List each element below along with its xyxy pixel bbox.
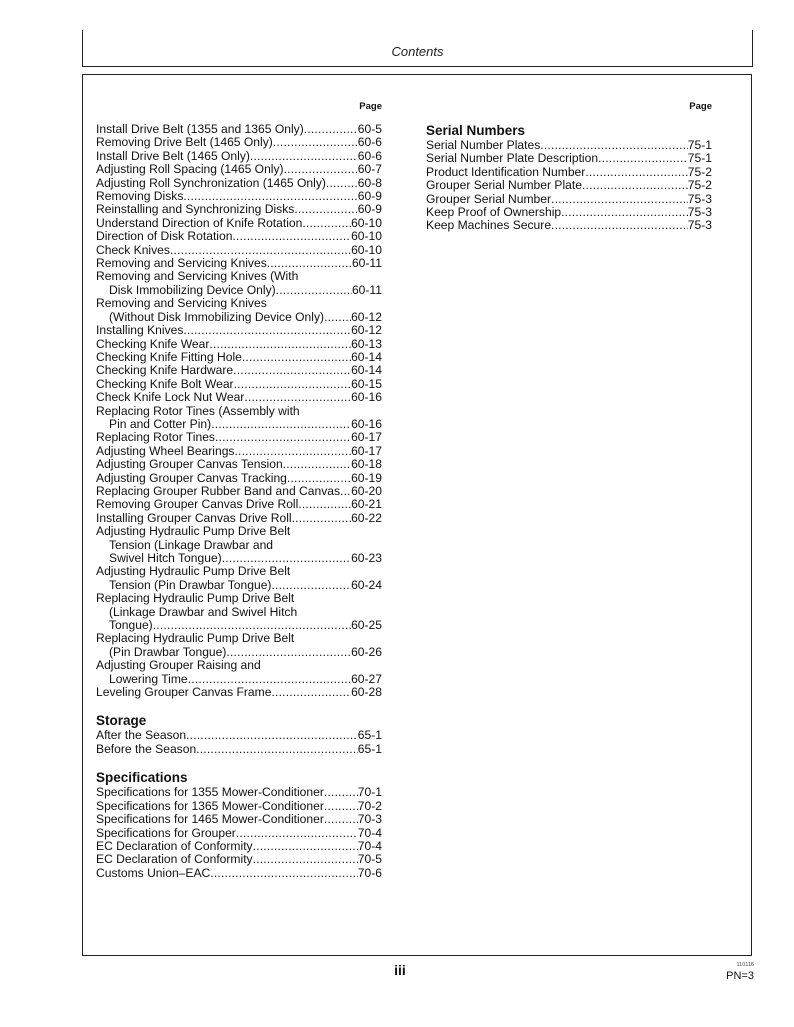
- toc-entry-page: 60-18: [351, 457, 382, 472]
- toc-entry-page: 70-6: [357, 865, 382, 880]
- toc-left-column: [96, 100, 382, 880]
- toc-entry-line: Adjusting Hydraulic Pump Drive Belt: [96, 524, 291, 539]
- toc-entry-label: Installing Grouper Canvas Drive Roll: [96, 510, 292, 525]
- dot-leader: [209, 338, 351, 351]
- toc-entry-label: Adjusting Grouper Canvas Tension: [96, 457, 283, 472]
- toc-entry-page: 60-6: [357, 148, 382, 163]
- toc-entry[interactable]: [96, 405, 382, 432]
- toc-entry-label: Serial Number Plate Description: [426, 151, 599, 166]
- toc-entry-label: Removing Disks: [96, 189, 184, 204]
- toc-entry-label: Leveling Grouper Canvas Frame: [96, 685, 272, 700]
- toc-entry[interactable]: [96, 378, 382, 391]
- toc-entry-page: 60-16: [351, 416, 382, 431]
- dot-leader: [222, 552, 351, 565]
- toc-entry[interactable]: [96, 270, 382, 297]
- toc-entry[interactable]: [426, 152, 712, 165]
- dot-leader: [302, 217, 351, 230]
- dot-leader: [276, 284, 352, 297]
- toc-entry-row: [96, 686, 382, 699]
- dot-leader: [294, 203, 357, 216]
- section-gap: [96, 699, 382, 713]
- dot-leader: [551, 219, 688, 232]
- toc-entry-row: [96, 431, 382, 444]
- toc-entry-label: Tongue): [109, 618, 153, 633]
- toc-entry-line: Replacing Hydraulic Pump Drive Belt: [96, 631, 295, 646]
- pn-number: PN=3: [726, 970, 754, 982]
- toc-entry[interactable]: [96, 827, 382, 840]
- toc-entry-label: Direction of Disk Rotation: [96, 229, 233, 244]
- toc-entry-row: [426, 219, 712, 232]
- toc-entry-page: 60-17: [351, 430, 382, 445]
- toc-entry[interactable]: [96, 840, 382, 853]
- toc-entry-page: 75-3: [687, 191, 712, 206]
- dot-leader: [186, 729, 358, 742]
- toc-entry-page: 70-2: [357, 798, 382, 813]
- toc-entry-page: 60-10: [351, 242, 382, 257]
- toc-entry-page: 70-4: [357, 838, 382, 853]
- toc-entry[interactable]: [96, 163, 382, 176]
- toc-entry-page: 60-5: [357, 122, 382, 136]
- dot-leader: [211, 418, 351, 431]
- dot-leader: [170, 244, 351, 257]
- toc-entry-row: [426, 206, 712, 219]
- toc-entry-label: Replacing Grouper Rubber Band and Canvas: [96, 483, 341, 498]
- section-gap: [96, 756, 382, 770]
- page-number: iii: [394, 962, 406, 978]
- dot-leader: [540, 139, 688, 152]
- toc-entry-row: [426, 193, 712, 206]
- dot-leader: [183, 324, 351, 337]
- toc-entry-label: Installing Knives: [96, 323, 184, 338]
- toc-entry[interactable]: [96, 391, 382, 404]
- toc-entry-row: [96, 418, 382, 431]
- toc-entry-line: Adjusting Grouper Raising and: [96, 658, 261, 673]
- toc-entry[interactable]: [96, 257, 382, 270]
- toc-entry-label: Install Drive Belt (1355 and 1365 Only): [96, 122, 304, 136]
- dot-leader: [234, 445, 351, 458]
- toc-entry-label: (Without Disk Immobilizing Device Only): [109, 309, 325, 324]
- toc-entry-row: [96, 244, 382, 257]
- header-rule: [82, 66, 753, 67]
- dot-leader: [250, 150, 358, 163]
- toc-entry-page: 75-2: [687, 164, 712, 179]
- toc-entry[interactable]: [426, 206, 712, 219]
- page-column-heading: Page: [359, 101, 382, 112]
- toc-entry[interactable]: [96, 324, 382, 337]
- toc-entry-label: EC Declaration of Conformity: [96, 838, 253, 853]
- toc-entry[interactable]: [96, 136, 382, 149]
- dot-leader: [210, 867, 358, 880]
- toc-entry-row: [96, 177, 382, 190]
- toc-entry-page: 60-8: [357, 175, 382, 190]
- dot-leader: [292, 512, 351, 525]
- toc-entry-page: 60-22: [351, 510, 382, 525]
- toc-entry-row: [96, 743, 382, 756]
- toc-entry-row: [96, 867, 382, 880]
- toc-entry[interactable]: [96, 632, 382, 659]
- toc-entry-page: 60-9: [357, 189, 382, 204]
- toc-entry[interactable]: [96, 813, 382, 826]
- toc-entry-label: Adjusting Grouper Canvas Tracking: [96, 470, 287, 485]
- toc-entry-page: 60-19: [351, 470, 382, 485]
- toc-entry-label: Removing Drive Belt (1465 Only): [96, 135, 273, 150]
- toc-entry-page: 65-1: [357, 741, 382, 756]
- toc-entry-row: [96, 391, 382, 404]
- toc-entry-label: Tension (Pin Drawbar Tongue): [109, 577, 272, 592]
- dot-leader: [226, 646, 351, 659]
- toc-entry-row: [96, 619, 382, 632]
- toc-entry[interactable]: [96, 190, 382, 203]
- toc-entry-row: [96, 324, 382, 337]
- toc-entry-label: Removing and Servicing Knives: [96, 256, 267, 271]
- toc-entry-label: Swivel Hitch Tongue): [109, 551, 222, 565]
- toc-entry[interactable]: [96, 800, 382, 813]
- toc-entry-page: 75-1: [687, 151, 712, 166]
- toc-entry-row: [426, 166, 712, 179]
- section-title: Serial Numbers: [426, 123, 526, 138]
- toc-entry-label: Checking Knife Bolt Wear: [96, 376, 234, 391]
- toc-entry-row: [96, 853, 382, 866]
- toc-entry-row: [96, 729, 382, 742]
- dot-leader: [284, 163, 358, 176]
- toc-entry-label: Keep Machines Secure: [426, 218, 552, 233]
- toc-entry-label: Product Identification Number: [426, 164, 586, 179]
- toc-entry-line: Replacing Hydraulic Pump Drive Belt: [96, 591, 295, 606]
- toc-entry-page: 60-26: [351, 644, 382, 659]
- toc-entry-row: [426, 152, 712, 165]
- dot-leader: [598, 152, 688, 165]
- toc-entry-page: 60-27: [351, 671, 382, 686]
- toc-entry-row: [96, 445, 382, 458]
- toc-entry-page: 60-11: [351, 256, 382, 271]
- toc-entry[interactable]: [96, 867, 382, 880]
- toc-entry-page: 60-6: [357, 135, 382, 150]
- toc-entry[interactable]: [96, 592, 382, 632]
- document-code: 110116: [736, 962, 754, 968]
- toc-entry-row: [96, 800, 382, 813]
- toc-entry-line: Replacing Rotor Tines (Assembly with: [96, 403, 300, 418]
- dot-leader: [267, 257, 352, 270]
- dot-leader: [233, 364, 351, 377]
- toc-entry[interactable]: [96, 786, 382, 799]
- toc-entry-label: After the Season: [96, 728, 187, 743]
- toc-entry-row: [96, 284, 382, 297]
- toc-entry-line: (Linkage Drawbar and Swivel Hitch: [109, 604, 298, 619]
- toc-entry-row: [96, 311, 382, 324]
- dot-leader: [273, 136, 358, 149]
- toc-entry[interactable]: [426, 219, 712, 232]
- section-title: Specifications: [96, 770, 188, 786]
- toc-entry-row: [96, 472, 382, 485]
- toc-entry-page: 60-7: [357, 162, 382, 177]
- toc-entry-label: Replacing Rotor Tines: [96, 430, 215, 445]
- toc-entry-label: Specifications for 1465 Mower-Conditioner: [96, 812, 324, 827]
- toc-entry[interactable]: [96, 297, 382, 324]
- toc-entry-label: Check Knife Lock Nut Wear: [96, 390, 245, 405]
- toc-entry-row: [96, 646, 382, 659]
- toc-entry[interactable]: [426, 166, 712, 179]
- toc-entry-row: [96, 163, 382, 176]
- dot-leader: [215, 431, 351, 444]
- toc-entry[interactable]: [96, 853, 382, 866]
- toc-entry-label: Specifications for 1365 Mower-Conditioner: [96, 798, 324, 813]
- toc-entry-row: [96, 786, 382, 799]
- toc-entry-page: 70-5: [357, 852, 382, 867]
- toc-entry-page: 75-3: [687, 218, 712, 233]
- toc-entry-row: [96, 230, 382, 243]
- toc-entry-row: [96, 840, 382, 853]
- toc-entry-line: Removing and Servicing Knives: [96, 296, 267, 311]
- toc-entry-label: Check Knives: [96, 242, 170, 257]
- dot-leader: [304, 123, 358, 136]
- page-column-heading: Page: [689, 101, 712, 112]
- toc-entry[interactable]: [96, 565, 382, 592]
- toc-entry-page: 60-23: [351, 551, 382, 565]
- dot-leader: [244, 391, 351, 404]
- toc-entry-label: Specifications for Grouper: [96, 825, 236, 840]
- toc-entry-line: Tension (Linkage Drawbar and: [109, 537, 274, 552]
- dot-leader: [324, 786, 358, 799]
- toc-entry[interactable]: [96, 445, 382, 458]
- toc-entry-label: Checking Knife Wear: [96, 336, 210, 351]
- toc-entry-label: Reinstalling and Synchronizing Disks: [96, 202, 295, 217]
- toc-entry[interactable]: [426, 179, 712, 192]
- toc-entry-row: [96, 552, 382, 565]
- toc-entry[interactable]: [96, 177, 382, 190]
- toc-entry-label: Adjusting Roll Spacing (1465 Only): [96, 162, 284, 177]
- toc-entry-label: Adjusting Roll Synchronization (1465 Only): [96, 175, 326, 190]
- toc-entry-label: (Pin Drawbar Tongue): [109, 644, 227, 659]
- toc-entry[interactable]: [96, 525, 382, 565]
- toc-entry-line: Removing and Servicing Knives (With: [96, 269, 299, 284]
- dot-leader: [326, 177, 358, 190]
- toc-entry-row: [96, 485, 382, 498]
- toc-entry-page: 70-1: [357, 785, 382, 800]
- toc-entry-row: [96, 512, 382, 525]
- toc-entry-line: Adjusting Hydraulic Pump Drive Belt: [96, 564, 291, 579]
- toc-entry-page: 60-24: [351, 577, 382, 592]
- dot-leader: [242, 351, 351, 364]
- dot-leader: [287, 472, 351, 485]
- toc-right-column: [426, 100, 712, 233]
- toc-entry-page: 60-12: [351, 309, 382, 324]
- dot-leader: [253, 853, 358, 866]
- toc-entry-label: Pin and Cotter Pin): [109, 416, 212, 431]
- toc-entry-row: [96, 150, 382, 163]
- dot-leader: [183, 190, 357, 203]
- toc-entry-page: 60-10: [351, 229, 382, 244]
- dot-leader: [253, 840, 358, 853]
- toc-entry[interactable]: [96, 230, 382, 243]
- toc-entry-page: 60-11: [351, 282, 382, 297]
- toc-entry-label: EC Declaration of Conformity: [96, 852, 253, 867]
- toc-entry-label: Checking Knife Fitting Hole: [96, 349, 242, 364]
- dot-leader: [196, 743, 358, 756]
- toc-entry-row: [96, 123, 382, 136]
- toc-entry-label: Checking Knife Hardware: [96, 363, 234, 378]
- toc-entry[interactable]: [96, 729, 382, 742]
- toc-entry[interactable]: [426, 193, 712, 206]
- toc-entry-page: 70-3: [357, 812, 382, 827]
- toc-entry-row: [96, 351, 382, 364]
- toc-entry-row: [96, 217, 382, 230]
- toc-entry-row: [96, 498, 382, 511]
- toc-entry-page: 60-28: [351, 685, 382, 700]
- toc-entry[interactable]: [96, 203, 382, 216]
- dot-leader: [153, 619, 351, 632]
- toc-entry-page: 75-2: [687, 178, 712, 193]
- toc-entry-page: 60-15: [351, 376, 382, 391]
- toc-entry-row: [96, 378, 382, 391]
- toc-entry-row: [96, 338, 382, 351]
- section-title: Storage: [96, 713, 147, 729]
- toc-entry-row: [96, 190, 382, 203]
- dot-leader: [298, 498, 351, 511]
- toc-entry-row: [96, 458, 382, 471]
- toc-entry[interactable]: [96, 431, 382, 444]
- toc-entry-page: 60-16: [351, 390, 382, 405]
- toc-entry-page: 60-20: [351, 483, 382, 498]
- toc-entry-row: [426, 139, 712, 152]
- toc-entry-row: [96, 203, 382, 216]
- toc-entry-page: 75-1: [687, 138, 712, 152]
- toc-entry-label: Lowering Time: [109, 671, 188, 686]
- toc-entry-page: 60-13: [351, 336, 382, 351]
- toc-entry-label: Serial Number Plates: [426, 138, 541, 152]
- toc-entry-page: 60-14: [351, 349, 382, 364]
- dot-leader: [551, 193, 688, 206]
- toc-entry-label: Grouper Serial Number Plate: [426, 178, 582, 193]
- toc-entry-page: 60-17: [351, 443, 382, 458]
- toc-entry-page: 60-9: [357, 202, 382, 217]
- toc-entry-row: [96, 673, 382, 686]
- toc-entry-page: 70-4: [357, 825, 382, 840]
- toc-entry-row: [96, 257, 382, 270]
- toc-entry[interactable]: [96, 472, 382, 485]
- toc-entry[interactable]: [96, 485, 382, 498]
- dot-leader: [582, 179, 688, 192]
- toc-entry[interactable]: [96, 686, 382, 699]
- dot-leader: [271, 686, 351, 699]
- toc-entry-row: [96, 827, 382, 840]
- toc-entry[interactable]: [96, 217, 382, 230]
- toc-entry-label: Adjusting Wheel Bearings: [96, 443, 235, 458]
- toc-entry-label: Customs Union–EAC: [96, 865, 211, 880]
- dot-leader: [232, 230, 351, 243]
- toc-entry[interactable]: [96, 743, 382, 756]
- toc-entry-label: Before the Season: [96, 741, 197, 756]
- toc-entry[interactable]: [96, 338, 382, 351]
- toc-entry-label: Grouper Serial Number: [426, 191, 552, 206]
- toc-entry-label: Keep Proof of Ownership: [426, 205, 562, 220]
- toc-entry-page: 75-3: [687, 205, 712, 220]
- dot-leader: [340, 485, 351, 498]
- dot-leader: [188, 673, 351, 686]
- toc-entry-row: [96, 579, 382, 592]
- toc-entry[interactable]: [96, 150, 382, 163]
- toc-entry[interactable]: [426, 139, 712, 152]
- toc-entry-page: 65-1: [357, 728, 382, 743]
- toc-entry[interactable]: [96, 512, 382, 525]
- toc-entry-label: Removing Grouper Canvas Drive Roll: [96, 497, 299, 512]
- dot-leader: [283, 458, 351, 471]
- toc-entry-label: Specifications for 1355 Mower-Conditioner: [96, 785, 324, 800]
- toc-entry-page: 60-14: [351, 363, 382, 378]
- dot-leader: [324, 311, 351, 324]
- dot-leader: [324, 800, 358, 813]
- toc-entry-row: [426, 179, 712, 192]
- toc-entry-page: 60-25: [351, 618, 382, 633]
- dot-leader: [324, 813, 358, 826]
- dot-leader: [561, 206, 688, 219]
- toc-entry-label: Disk Immobilizing Device Only): [109, 282, 276, 297]
- dot-leader: [271, 579, 351, 592]
- toc-entry[interactable]: [96, 351, 382, 364]
- toc-entry-label: Install Drive Belt (1465 Only): [96, 148, 250, 163]
- toc-entry-label: Understand Direction of Knife Rotation: [96, 215, 303, 230]
- toc-entry[interactable]: [96, 123, 382, 136]
- toc-entry-row: [96, 136, 382, 149]
- toc-entry-page: 60-12: [351, 323, 382, 338]
- toc-entry-row: [96, 813, 382, 826]
- toc-entry-page: 60-21: [351, 497, 382, 512]
- toc-entry-page: 60-10: [351, 215, 382, 230]
- toc-entry[interactable]: [96, 458, 382, 471]
- toc-entry[interactable]: [96, 364, 382, 377]
- dot-leader: [234, 378, 351, 391]
- dot-leader: [236, 827, 358, 840]
- toc-entry-row: [96, 364, 382, 377]
- dot-leader: [585, 166, 687, 179]
- page-title: Contents: [391, 44, 444, 59]
- toc-entry[interactable]: [96, 244, 382, 257]
- toc-entry[interactable]: [96, 498, 382, 511]
- toc-entry[interactable]: [96, 659, 382, 686]
